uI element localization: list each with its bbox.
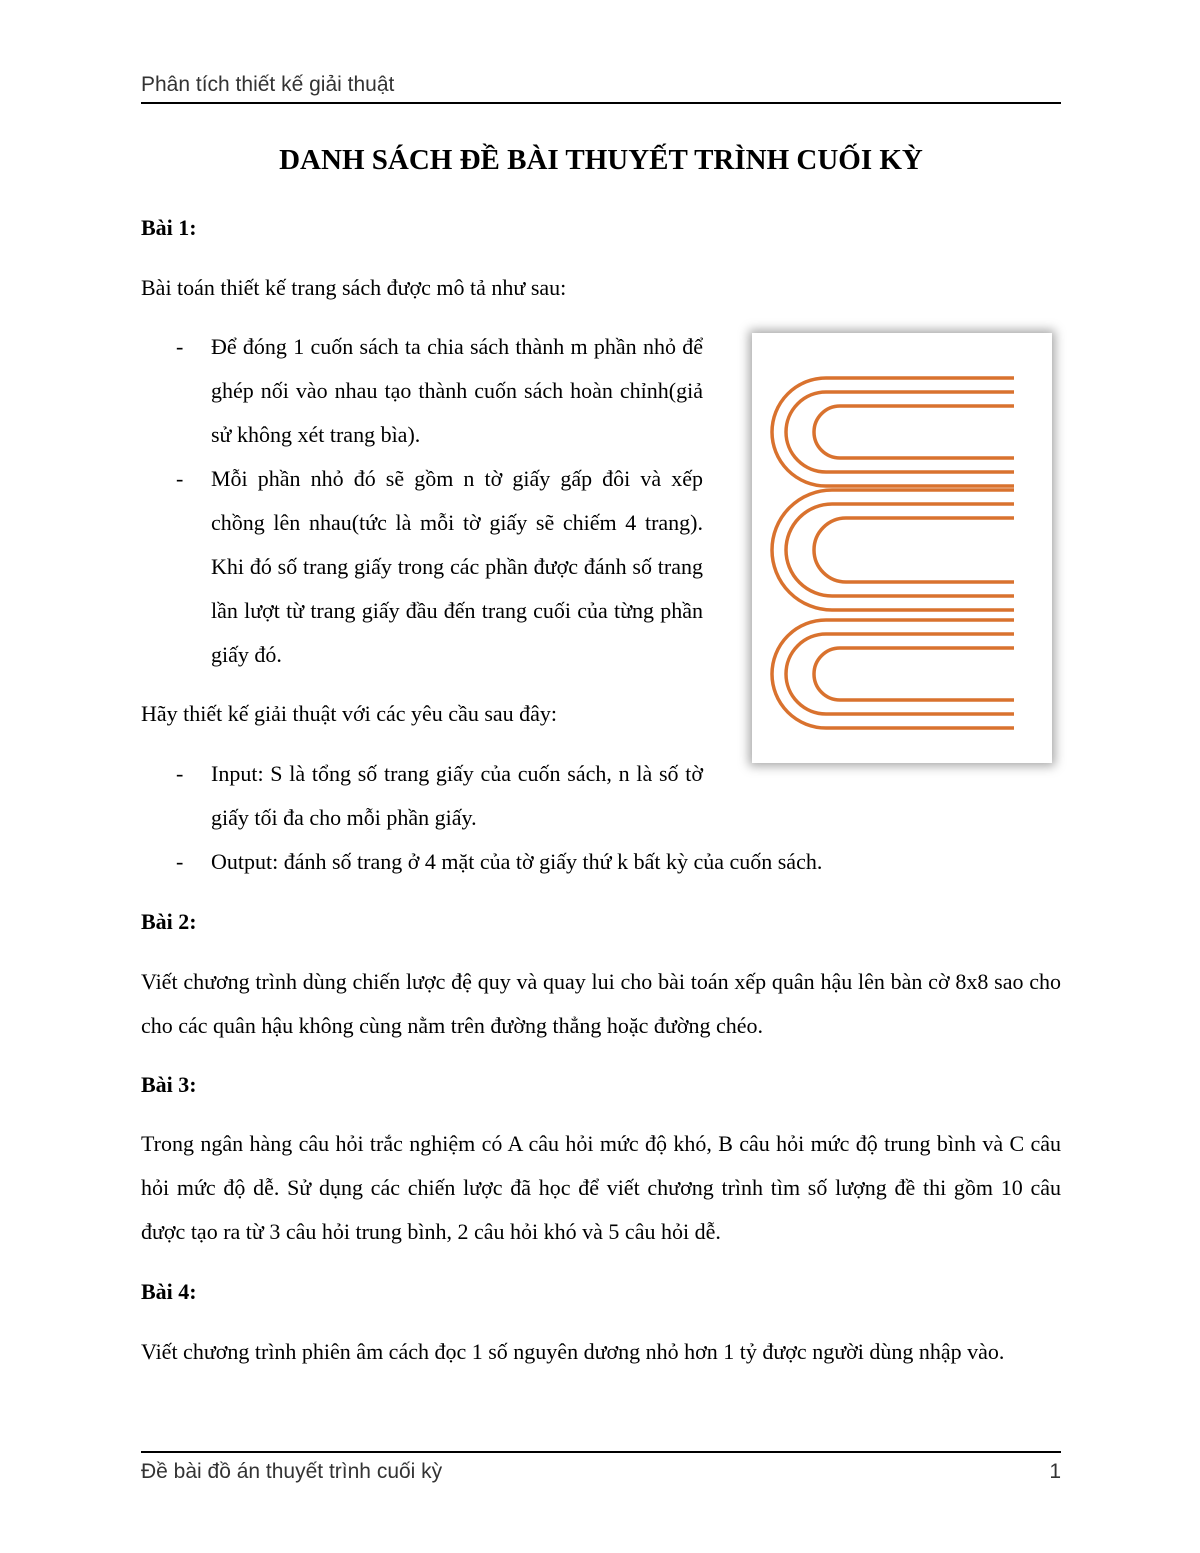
problem-1-output [176, 840, 1061, 884]
problem-3-text: Trong ngân hàng câu hỏi trắc nghiệm có A câu hỏi mức độ khó, B câu hỏi mức độ trung bình và C câu hỏi mức độ dễ. Sử dụng các chiến lược đã học để viết chương trình tìm số lượng đề thi gồm 10 câu được tạo ra từ 3 câu hỏi trung bình, 2 câu hỏi khó và 5 câu hỏi dễ. [141, 1131, 1061, 1244]
bullet-dash: - [176, 334, 184, 359]
folded-sheet-line [786, 392, 1014, 472]
folded-sheet-line [772, 490, 1014, 610]
problem-3-heading: Bài 3: [141, 1072, 197, 1097]
folded-sheet-line [814, 518, 1014, 582]
bullet-text: Output: đánh số trang ở 4 mặt của tờ giấy thứ k bất kỳ của cuốn sách. [211, 849, 823, 874]
folded-sheets-illustration [752, 333, 1052, 763]
page-number: 1 [1049, 1460, 1061, 1483]
problem-4-heading: Bài 4: [141, 1279, 197, 1304]
folded-sheet-line [814, 648, 1014, 700]
bullet-dash: - [176, 466, 184, 491]
bullet-dash: - [176, 761, 184, 786]
problem-1-bullet-1 [176, 325, 703, 457]
problem-2-text: Viết chương trình dùng chiến lược đệ quy và quay lui cho bài toán xếp quân hậu lên bàn cờ 8x8 sao cho cho các quân hậu không cùng nằm trên đường thẳng hoặc đường chéo. [141, 969, 1061, 1038]
problem-4-text: Viết chương trình phiên âm cách đọc 1 số nguyên dương nhỏ hơn 1 tỷ được người dùng nhập vào. [141, 1339, 1005, 1364]
folded-sheets-figure [752, 333, 1052, 763]
bullet-text: Mỗi phần nhỏ đó sẽ gồm n tờ giấy gấp đôi và xếp chồng lên nhau(tức là mỗi tờ giấy sẽ chiếm 4 trang). Khi đó số trang giấy trong các phần được đánh số trang lần lượt từ trang giấy đầu đến trang cuối của từng phần giấy đó. [211, 466, 703, 667]
folded-sheet-line [786, 634, 1014, 714]
folded-sheet-line [814, 406, 1014, 458]
problem-2-heading: Bài 2: [141, 909, 197, 934]
bullet-text: Input: S là tổng số trang giấy của cuốn sách, n là số tờ giấy tối đa cho mỗi phần giấy. [211, 761, 703, 830]
problem-1-requirement: Hãy thiết kế giải thuật với các yêu cầu sau đây: [141, 701, 558, 726]
page-footer [141, 1451, 1061, 1483]
page-header [141, 72, 1061, 104]
footer-text: Đề bài đồ án thuyết trình cuối kỳ [141, 1460, 443, 1483]
problem-1-input [176, 752, 703, 840]
problem-1-bullet-2 [176, 457, 703, 677]
problem-1-intro: Bài toán thiết kế trang sách được mô tả như sau: [141, 275, 567, 300]
bullet-dash: - [176, 849, 184, 874]
header-text: Phân tích thiết kế giải thuật [141, 73, 395, 96]
problem-1-heading: Bài 1: [141, 215, 197, 240]
document-title: DANH SÁCH ĐỀ BÀI THUYẾT TRÌNH CUỐI KỲ [279, 144, 923, 176]
bullet-text: Để đóng 1 cuốn sách ta chia sách thành m phần nhỏ để ghép nối vào nhau tạo thành cuốn sách hoàn chỉnh(giả sử không xét trang bìa). [211, 334, 703, 447]
